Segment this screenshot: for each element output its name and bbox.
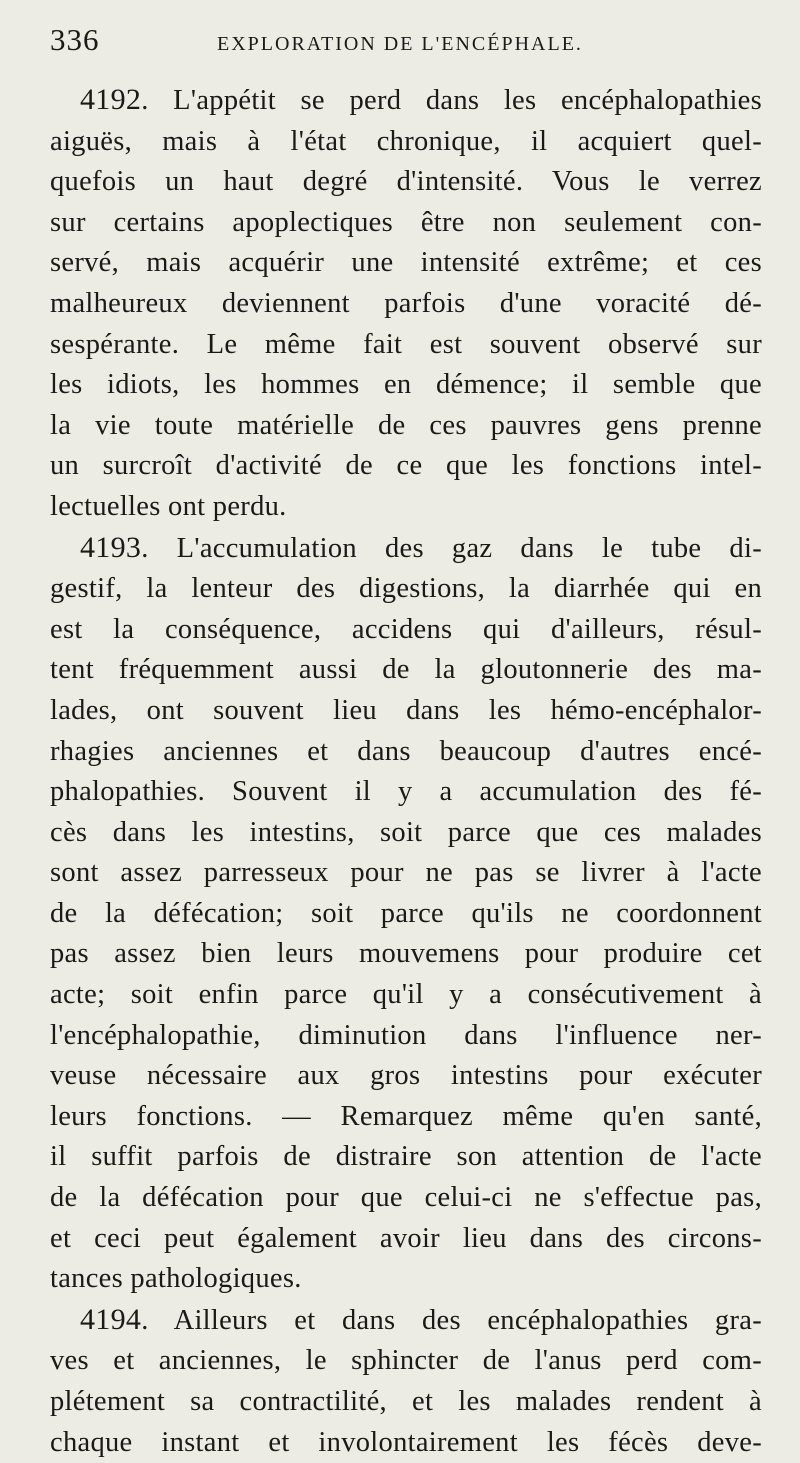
paragraph-line: de la défécation; soit parce qu'ils ne coordonnent: [50, 897, 762, 929]
paragraph-line: gestif, la lenteur des digestions, la diarrhée qui en: [50, 573, 762, 605]
page-number: 336: [50, 22, 100, 57]
running-head: [50, 22, 762, 64]
paragraph-line: cès dans les intestins, soit parce que ces malades: [50, 816, 762, 848]
paragraph-line: lades, ont souvent lieu dans les hémo-encéphalor-: [50, 694, 762, 726]
paragraph-line: quefois un haut degré d'intensité. Vous le verrez: [50, 166, 762, 198]
paragraph-line: et ceci peut également avoir lieu dans des circons-: [50, 1222, 762, 1254]
paragraph-line: chaque instant et involontairement les fécès deve-: [50, 1426, 762, 1458]
paragraph-line: rhagies anciennes et dans beaucoup d'autres encé-: [50, 735, 762, 767]
paragraph-line: phalopathies. Souvent il y a accumulation des fé-: [50, 776, 762, 808]
paragraph-line: 4194. Ailleurs et dans des encéphalopathies gra-: [80, 1302, 762, 1336]
paragraph-4193: [50, 528, 762, 1300]
running-title: EXPLORATION DE L'ENCÉPHALE.: [217, 33, 583, 55]
paragraph-line: 4193. L'accumulation des gaz dans le tube di-: [80, 530, 762, 564]
paragraph-line: tent fréquemment aussi de la gloutonnerie des ma-: [50, 654, 762, 686]
paragraph-line: il suffit parfois de distraire son attention de l'acte: [50, 1141, 762, 1173]
paragraph-line: aiguës, mais à l'état chronique, il acquiert quel-: [50, 125, 762, 157]
paragraph-line: est la conséquence, accidens qui d'ailleurs, résul-: [50, 613, 762, 645]
paragraph-line: pas assez bien leurs mouvemens pour produire cet: [50, 938, 762, 970]
paragraph-4192: [50, 80, 762, 528]
paragraph-line: plétement sa contractilité, et les malades rendent à: [50, 1386, 762, 1417]
paragraph-line: veuse nécessaire aux gros intestins pour exécuter: [50, 1060, 762, 1092]
paragraph-line: de la défécation pour que celui-ci ne s'effectue pas,: [50, 1182, 762, 1214]
paragraph-line: l'encéphalopathie, diminution dans l'influence ner-: [50, 1019, 762, 1051]
paragraph-4194: [50, 1300, 762, 1463]
paragraph-line: sespérante. Le même fait est souvent observé sur: [50, 328, 762, 360]
paragraph-line: les idiots, les hommes en démence; il semble que: [50, 369, 762, 401]
paragraph-line: tances pathologiques.: [50, 1263, 302, 1295]
paragraph-line: servé, mais acquérir une intensité extrême; et ces: [50, 247, 762, 279]
paragraph-line: leurs fonctions. — Remarquez même qu'en santé,: [50, 1100, 762, 1132]
paragraph-line: sont assez parresseux pour ne pas se livrer à l'acte: [50, 857, 762, 889]
paragraph-line: la vie toute matérielle de ces pauvres gens prenne: [50, 409, 762, 441]
paragraph-line: acte; soit enfin parce qu'il y a consécutivement à: [50, 979, 762, 1011]
paragraph-line: malheureux deviennent parfois d'une voracité dé-: [50, 287, 762, 319]
paragraph-line: un surcroît d'activité de ce que les fonctions intel-: [50, 450, 762, 482]
paragraph-number: 4194: [80, 1302, 142, 1336]
paragraph-line: lectuelles ont perdu.: [50, 490, 287, 522]
paragraph-line: ves et anciennes, le sphincter de l'anus perd com-: [50, 1345, 762, 1377]
paragraph-line: sur certains apoplectiques être non seulement con-: [50, 206, 762, 238]
paragraph-number: 4193: [80, 530, 142, 564]
paragraph-number: 4192: [80, 83, 142, 116]
paragraph-line: 4192. L'appétit se perd dans les encéphalopathies: [80, 83, 762, 116]
